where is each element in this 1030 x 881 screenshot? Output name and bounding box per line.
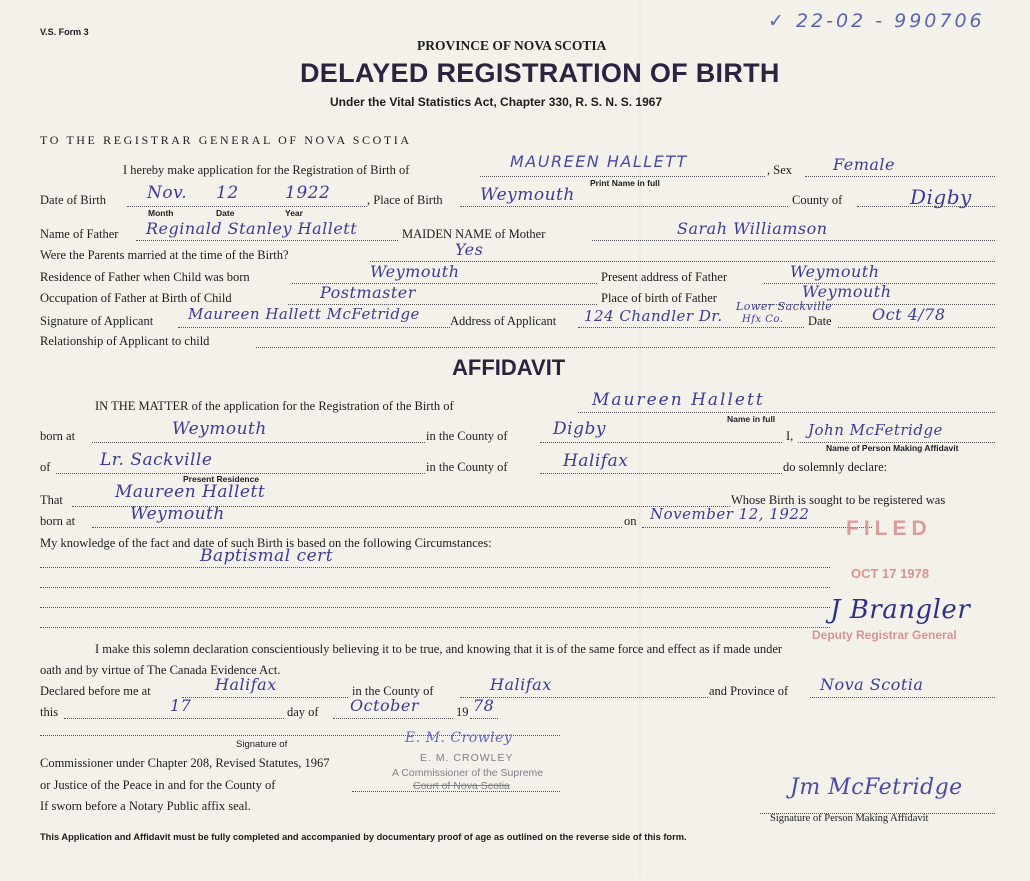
father-birthplace-label: Place of birth of Father: [601, 291, 717, 305]
form-subtitle: Under the Vital Statistics Act, Chapter 330, R. S. N. S. 1967: [330, 95, 663, 109]
applicant-address-value: 124 Chandler Dr.: [584, 307, 723, 325]
commissioner-stamp-title-2: Court of Nova Scotia: [413, 780, 510, 792]
matter-label: IN THE MATTER of the application for the Registration of the Birth of: [95, 399, 454, 413]
province-label: and Province of: [709, 684, 789, 698]
sex-label: , Sex: [767, 163, 792, 177]
matter-name-line: [578, 412, 995, 413]
mother-line: [592, 240, 995, 241]
day-value: 17: [170, 696, 192, 715]
dob-date-value: 12: [216, 183, 239, 203]
province-heading: PROVINCE OF NOVA SCOTIA: [417, 38, 607, 53]
occupation-value: Postmaster: [320, 283, 416, 302]
present-address-value: Weymouth: [790, 262, 880, 281]
province-line: [810, 697, 995, 698]
file-number: ✓ 22-02 - 990706: [768, 10, 985, 32]
name-full-hint: Name in full: [727, 414, 776, 424]
that-label: That: [40, 493, 63, 507]
application-date-line: [838, 327, 995, 328]
circumstances-line-1: [40, 567, 830, 568]
registrar-title-stamp: Deputy Registrar General: [812, 628, 957, 642]
year-prefix: 19: [456, 705, 469, 719]
place-of-birth-label: , Place of Birth: [367, 193, 443, 207]
footer-note: This Application and Affidavit must be fully completed and accompanied by documentary proof of age as outlined on the reverse side of this form.: [40, 832, 687, 842]
of-label: of: [40, 460, 51, 474]
county-label: County of: [792, 193, 843, 207]
day-of-label: day of: [287, 705, 319, 719]
occupation-label: Occupation of Father at Birth of Child: [40, 291, 232, 305]
declared-at-value: Halifax: [215, 675, 277, 694]
county3-label: in the County of: [352, 684, 434, 698]
county1-line: [540, 442, 782, 443]
notary-label: If sworn before a Notary Public affix seal.: [40, 799, 251, 813]
knowledge-label: My knowledge of the fact and date of such Birth is based on the following Circumstances:: [40, 536, 492, 550]
born-at2-value: Weymouth: [130, 504, 225, 524]
born-at-line: [92, 442, 425, 443]
month-value: October: [350, 696, 419, 715]
child-name-line: [480, 176, 765, 177]
declared-label: Declared before me at: [40, 684, 151, 698]
deponent-value: John McFetridge: [808, 421, 943, 439]
commissioner-signature: E. M. Crowley: [405, 730, 513, 746]
county3-line: [460, 697, 708, 698]
affidavit-heading: AFFIDAVIT: [452, 355, 566, 380]
declared-at-line: [182, 697, 348, 698]
dob-year-value: 1922: [285, 183, 331, 203]
filed-date-stamp: OCT 17 1978: [851, 566, 930, 581]
matter-name-value: Maureen Hallett: [592, 390, 765, 410]
dob-line: [127, 206, 367, 207]
applicant-signature-value: Maureen Hallett McFetridge: [188, 305, 420, 323]
print-name-hint: Print Name in full: [590, 178, 660, 188]
apply-label: I hereby make application for the Registration of Birth of: [123, 163, 410, 177]
to-registrar-line: TO THE REGISTRAR GENERAL OF NOVA SCOTIA: [40, 133, 412, 147]
born-at2-line: [92, 527, 622, 528]
born-on-value: November 12, 1922: [650, 505, 810, 523]
whose-birth-label: Whose Birth is sought to be registered was: [731, 493, 946, 507]
father-name-value: Reginald Stanley Hallett: [146, 219, 358, 238]
form-title: DELAYED REGISTRATION OF BIRTH: [300, 58, 780, 88]
that-name-value: Maureen Hallett: [115, 482, 266, 502]
residence-value: Weymouth: [370, 262, 460, 281]
applicant-signature-label: Signature of Applicant: [40, 314, 154, 328]
year-hint: Year: [285, 208, 303, 218]
year-value: 78: [473, 696, 495, 715]
commissioner-stamp-title-1: A Commissioner of the Supreme: [392, 767, 544, 779]
born-at-value: Weymouth: [172, 419, 267, 439]
deponent-signature-label: Signature of Person Making Affidavit: [770, 813, 929, 824]
circumstances-line-2: [40, 587, 830, 588]
county3-value: Halifax: [490, 675, 552, 694]
mother-name-value: Sarah Williamson: [677, 219, 828, 238]
circumstances-line-3: [40, 607, 830, 608]
commissioner-label: Commissioner under Chapter 208, Revised Statutes, 1967: [40, 756, 330, 770]
applicant-address-extra: Lower Sackville: [736, 300, 833, 313]
county2-line: [540, 473, 782, 474]
father-label: Name of Father: [40, 227, 119, 241]
month-line: [333, 718, 453, 719]
month-hint: Month: [148, 208, 174, 218]
circumstances-line-4: [40, 627, 830, 628]
filed-stamp: FILED: [846, 517, 932, 540]
declaration-line-1: I make this solemn declaration conscientiously believing it to be true, and knowing that it is of the same force and effect as if made under: [95, 642, 783, 656]
present-address-label: Present address of Father: [601, 270, 728, 284]
circumstances-value: Baptismal cert: [200, 546, 334, 566]
county-value: Digby: [910, 185, 972, 209]
application-date-value: Oct 4/78: [872, 305, 946, 324]
deponent-signature: Jm McFetridge: [790, 775, 963, 800]
sex-value: Female: [833, 155, 895, 174]
application-date-label: Date: [808, 314, 832, 328]
applicant-address-prov: Hfx Co.: [742, 314, 784, 325]
father-birthplace-value: Weymouth: [802, 282, 892, 301]
relationship-label: Relationship of Applicant to child: [40, 334, 210, 348]
justice-label: or Justice of the Peace in and for the County of: [40, 778, 276, 792]
place-of-birth-line: [460, 206, 788, 207]
married-line: [370, 261, 995, 262]
sex-line: [805, 176, 995, 177]
dob-label: Date of Birth: [40, 193, 106, 207]
signature-of-label: Signature of: [236, 739, 288, 750]
declaration-line-2: oath and by virtue of The Canada Evidence Act.: [40, 663, 281, 677]
day-line: [64, 718, 284, 719]
this-label: this: [40, 705, 59, 719]
commissioner-stamp-name: E. M. CROWLEY: [420, 752, 514, 764]
county2-label: in the County of: [426, 460, 508, 474]
solemnly-label: do solemnly declare:: [783, 460, 888, 474]
mother-label: MAIDEN NAME of Mother: [402, 227, 546, 241]
form-id: V.S. Form 3: [40, 27, 89, 37]
applicant-address-line: [578, 327, 804, 328]
married-label: Were the Parents married at the time of the Birth?: [40, 248, 289, 262]
place-of-birth-value: Weymouth: [480, 185, 575, 205]
deponent-hint: Name of Person Making Affidavit: [826, 443, 959, 453]
dob-month-value: Nov.: [147, 183, 188, 203]
province-value: Nova Scotia: [820, 675, 924, 694]
county1-value: Digby: [553, 419, 606, 439]
i-label: I,: [786, 429, 794, 443]
child-name-value: MAUREEN HALLETT: [510, 152, 688, 171]
residence-label: Residence of Father when Child was born: [40, 270, 250, 284]
born-at2-label: born at: [40, 514, 76, 528]
born-at-label: born at: [40, 429, 76, 443]
born-on-line: [642, 527, 872, 528]
applicant-signature-line: [178, 327, 450, 328]
year-line: [470, 718, 498, 719]
born-on-label: on: [624, 514, 637, 528]
date-hint: Date: [216, 208, 235, 218]
applicant-address-label: Address of Applicant: [450, 314, 557, 328]
relationship-line: [256, 347, 995, 348]
father-line: [136, 240, 398, 241]
married-value: Yes: [455, 240, 484, 259]
registrar-signature: J Brangler: [830, 595, 971, 625]
present-residence-hint: Present Residence: [183, 474, 260, 484]
residence-affidavit-value: Lr. Sackville: [100, 450, 213, 470]
county1-label: in the County of: [426, 429, 508, 443]
county2-value: Halifax: [563, 451, 629, 471]
